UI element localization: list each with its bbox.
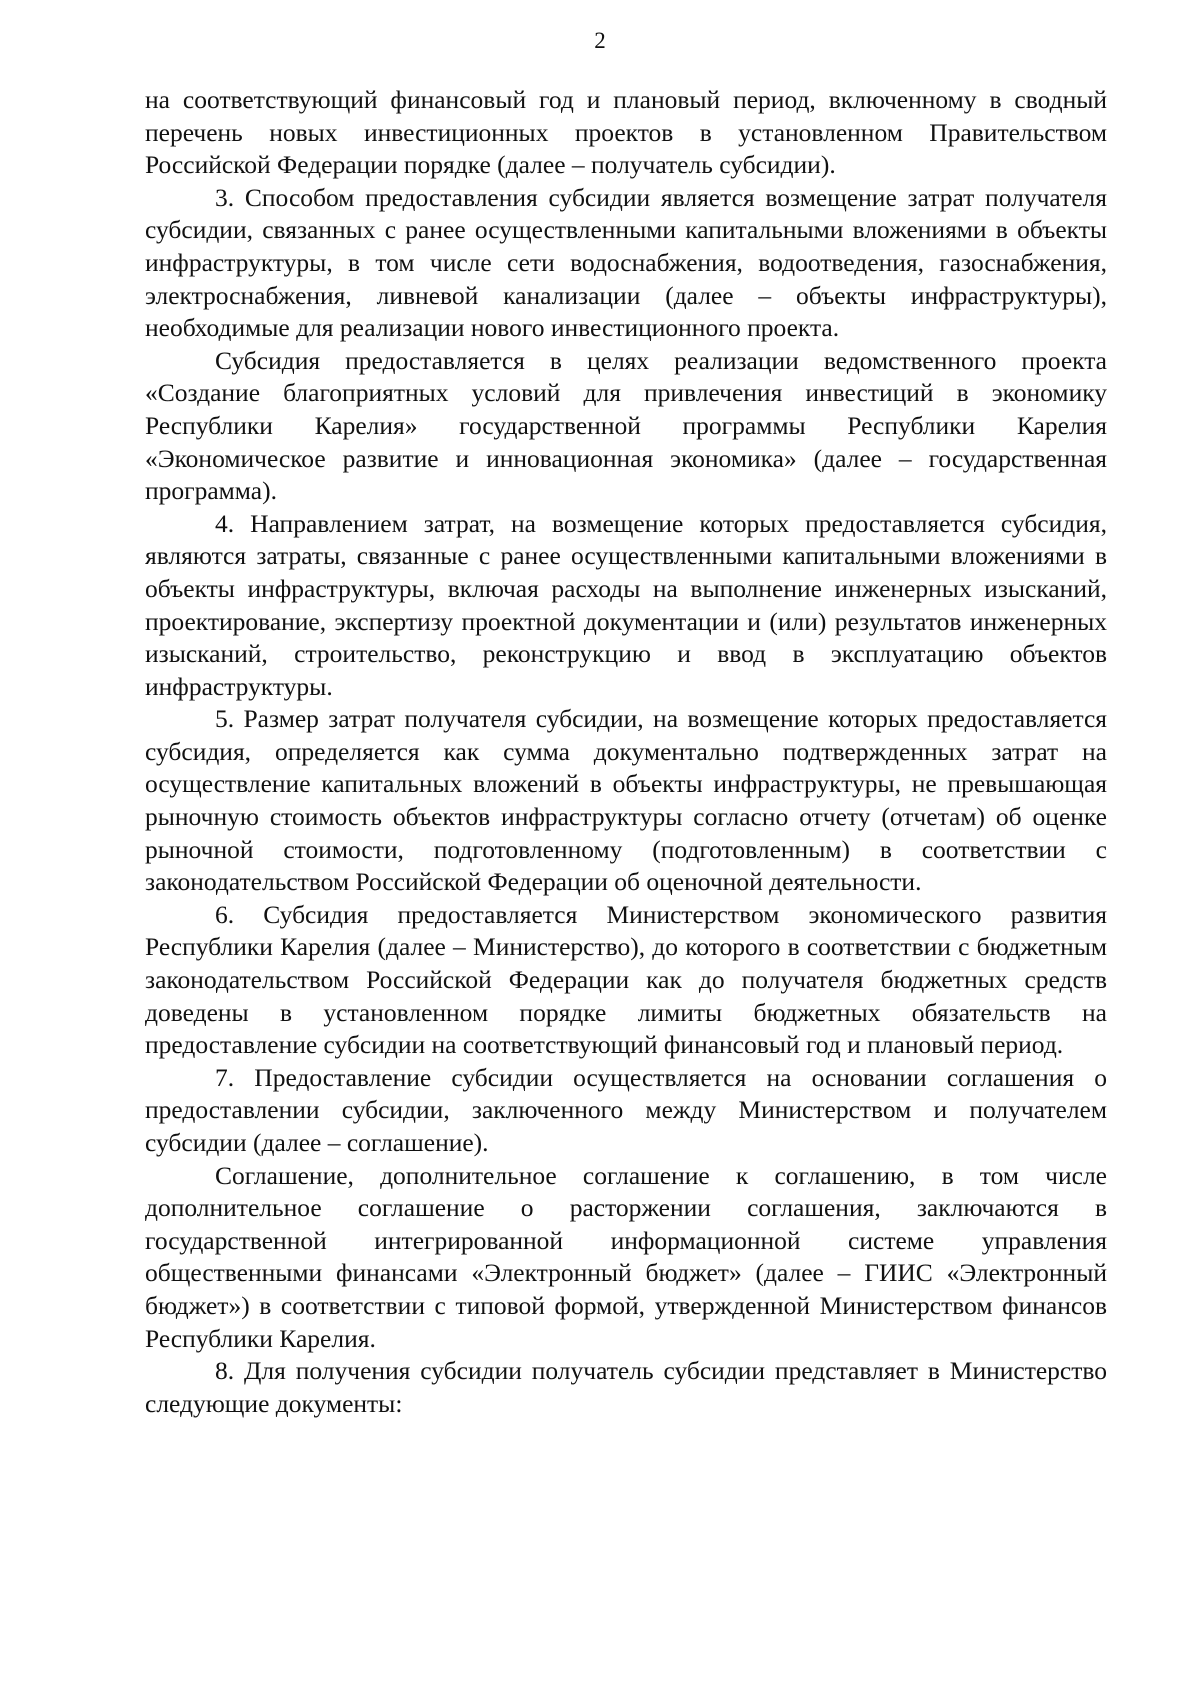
paragraph-item-4: 4. Направлением затрат, на возмещение которых предоставляется субсидия, являются затраты, связанные с ранее осуществленными капитальными вложениями в объекты инфраструктуры, включая расходы на выполнение инженерных изысканий, проектирование, экспертизу проектной документации и (или) результатов инженерных изысканий, строительство, реконструкцию и ввод в эксплуатацию объектов инфраструктуры. xyxy=(145,508,1107,701)
paragraph-subsidy-purpose: Субсидия предоставляется в целях реализации ведомственного проекта «Создание благоприятных условий для привлечения инвестиций в экономику Республики Карелия» государственной программы Республики Карелия «Экономическое развитие и инновационная экономика» (далее – государственная программа). xyxy=(145,345,1107,506)
paragraph-item-5: 5. Размер затрат получателя субсидии, на возмещение которых предоставляется субсидия, определяется как сумма документально подтвержденных затрат на осуществление капитальных вложений в объекты инфраструктуры, не превышающая рыночную стоимость объектов инфраструктуры согласно отчету (отчетам) об оценке рыночной стоимости, подготовленному (подготовленным) в соответствии с законодательством Российской Федерации об оценочной деятельности. xyxy=(145,704,1107,897)
paragraph-item-7: 7. Предоставление субсидии осуществляется на основании соглашения о предоставлении субсидии, заключенного между Министерством и получателем субсидии (далее – соглашение). xyxy=(145,1062,1107,1157)
page-number: 2 xyxy=(594,28,606,53)
paragraph-continuation: на соответствующий финансовый год и плановый период, включенному в сводный перечень новых инвестиционных проектов в установленном Правительством Российской Федерации порядке (далее – получатель субсидии). xyxy=(145,85,1107,180)
paragraph-item-6: 6. Субсидия предоставляется Министерством экономического развития Республики Карелия (далее – Министерство), до которого в соответствии с бюджетным законодательством Российской Федерации как до получателя бюджетных средств доведены в установленном порядке лимиты бюджетных обязательств на предоставление субсидии на соответствующий финансовый год и плановый период. xyxy=(145,899,1107,1060)
paragraph-item-8: 8. Для получения субсидии получатель субсидии представляет в Министерство следующие документы: xyxy=(145,1356,1107,1418)
paragraph-item-3: 3. Способом предоставления субсидии является возмещение затрат получателя субсидии, связанных с ранее осуществленными капитальными вложениями в объекты инфраструктуры, в том числе сети водоснабжения, водоотведения, газоснабжения, электроснабжения, ливневой канализации (далее – объекты инфраструктуры), необходимые для реализации нового инвестиционного проекта. xyxy=(145,182,1107,343)
paragraph-agreement: Соглашение, дополнительное соглашение к соглашению, в том числе дополнительное соглашение о расторжении соглашения, заключаются в государственной интегрированной информационной системе управления общественными финансами «Электронный бюджет» (далее – ГИИС «Электронный бюджет») в соответствии с типовой формой, утвержденной Министерством финансов Республики Карелия. xyxy=(145,1160,1107,1353)
document-body xyxy=(145,84,1107,1420)
